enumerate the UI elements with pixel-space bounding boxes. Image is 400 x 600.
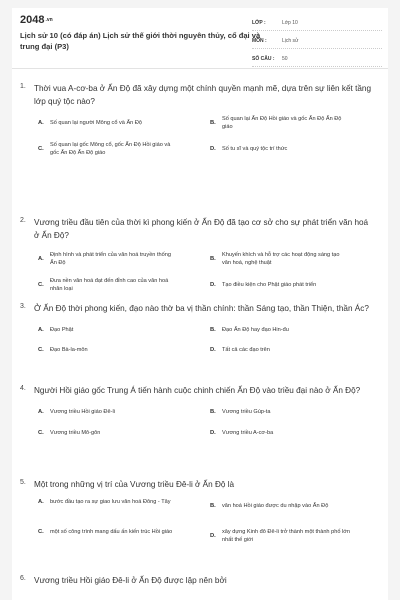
option-letter: A. — [38, 120, 44, 127]
option-text: văn hoá Hồi giáo được du nhập vào Ấn Độ — [222, 503, 329, 510]
option-text: một số công trình mang dấu ấn kiến trúc Hồi giáo — [50, 529, 173, 536]
option-text: Số tu sĩ và quý tộc trí thức — [222, 146, 288, 153]
question-2 — [12, 216, 388, 291]
question-6 — [12, 574, 388, 587]
option-a[interactable] — [38, 326, 176, 334]
option-text: Khuyến khích và hỗ trợ các hoạt động sáng tạo văn hoá, nghệ thuật — [222, 252, 340, 267]
option-c[interactable] — [38, 528, 176, 536]
option-letter: A. — [38, 409, 44, 416]
meta-row-class — [252, 15, 382, 31]
option-c[interactable] — [38, 277, 176, 293]
option-c[interactable] — [38, 141, 176, 157]
option-letter: C. — [38, 430, 44, 437]
question-1 — [12, 82, 388, 157]
option-text: bước đầu tạo ra sự giao lưu văn hoá Đông - Tây — [50, 499, 171, 506]
option-text: Đạo Bà-la-môn — [50, 347, 88, 354]
option-letter: D. — [210, 146, 216, 153]
option-text: Số quan lại gốc Mông cổ, gốc Ấn Độ Hồi giáo và gốc Ấn Độ Ấn Độ giáo — [50, 142, 171, 157]
meta-row-count — [252, 51, 382, 67]
option-text: Số quan lại người Mông cổ và Ấn Độ — [50, 120, 142, 127]
option-b[interactable] — [210, 326, 348, 334]
option-text: Tạo điều kiện cho Phật giáo phát triển — [222, 282, 317, 289]
option-letter: D. — [210, 430, 216, 437]
option-a[interactable] — [38, 251, 176, 267]
worksheet-title: Lịch sử 10 (có đáp án) Lịch sử thế giới thời nguyên thủy, cổ đại và trung đại (P3) — [20, 31, 261, 51]
option-d[interactable] — [210, 346, 348, 354]
option-a[interactable] — [38, 498, 176, 506]
option-b[interactable] — [210, 251, 348, 267]
option-b[interactable] — [210, 408, 348, 416]
option-letter: C. — [38, 347, 44, 354]
option-text: Số quan lại Ấn Độ Hồi giáo và gốc Ấn Độ Ấn Độ giáo — [222, 116, 342, 131]
option-b[interactable] — [210, 115, 348, 131]
option-letter: C. — [38, 282, 44, 289]
meta-label: MÔN : — [252, 37, 267, 44]
option-letter: A. — [38, 499, 44, 506]
option-d[interactable] — [210, 528, 362, 544]
option-letter: A. — [38, 327, 44, 334]
option-letter: B. — [210, 256, 216, 263]
option-text: Vương triều Hồi giáo Đê-li — [50, 409, 115, 416]
question-number: 3. — [20, 303, 26, 310]
meta-label: LỚP : — [252, 19, 266, 26]
question-number: 6. — [20, 575, 26, 582]
option-text: Vương triều Mô-gôn — [50, 430, 101, 437]
option-letter: B. — [210, 503, 216, 510]
question-number: 4. — [20, 385, 26, 392]
worksheet-page — [12, 8, 388, 600]
meta-label: SỐ CÂU : — [252, 55, 275, 62]
option-letter: D. — [210, 533, 216, 540]
option-text: Đưa nền văn hoá đạt đến đỉnh cao của văn hoá nhân loại — [50, 278, 169, 293]
option-c[interactable] — [38, 346, 176, 354]
option-b[interactable] — [210, 502, 382, 510]
option-letter: B. — [210, 409, 216, 416]
question-4 — [12, 384, 388, 440]
question-number: 5. — [20, 479, 26, 486]
option-d[interactable] — [210, 281, 348, 289]
question-number: 2. — [20, 217, 26, 224]
option-letter: D. — [210, 347, 216, 354]
option-text: Tất cả các đạo trên — [222, 347, 270, 354]
option-letter: B. — [210, 327, 216, 334]
question-text: Người Hồi giáo gốc Trung Á tiến hành cuộc chinh chiến Ấn Độ vào triều đại nào ở Ấn Độ? — [34, 386, 361, 395]
question-text: Một trong những vị trí của Vương triều Đê-li ở Ấn Độ là — [34, 480, 235, 489]
option-text: xây dựng Kinh đô Đê-li trở thành một thành phố lớn nhất thế giới — [222, 529, 351, 544]
option-d[interactable] — [210, 429, 348, 437]
option-d[interactable] — [210, 145, 348, 153]
question-number: 1. — [20, 83, 26, 90]
option-letter: C. — [38, 146, 44, 153]
option-text: Định hình và phát triển của văn hoá truyền thống Ấn Độ — [50, 252, 171, 267]
worksheet-header — [12, 8, 388, 69]
question-5 — [12, 478, 388, 556]
option-a[interactable] — [38, 119, 176, 127]
option-a[interactable] — [38, 408, 176, 416]
worksheet-meta — [252, 15, 382, 69]
question-3 — [12, 302, 388, 358]
meta-value: Lớp 10 — [282, 19, 298, 26]
meta-row-subject — [252, 33, 382, 49]
option-letter: B. — [210, 120, 216, 127]
meta-value: 50 — [282, 55, 288, 62]
question-text: Ở Ấn Độ thời phong kiến, đạo nào thờ ba vị thần chính: thần Sáng tạo, thần Thiện, thần Ác? — [34, 304, 369, 313]
site-logo[interactable]: 2048.vn — [20, 14, 53, 26]
option-text: Đạo Phật — [50, 327, 74, 334]
option-text: Đạo Ấn Độ hay đạo Hin-đu — [222, 327, 289, 334]
question-text: Vương triều Hồi giáo Đê-li ở Ấn Độ được lập nên bởi — [34, 576, 227, 585]
question-text: Vương triều đầu tiên của thời kì phong kiến ở Ấn Độ đã tạo cơ sở cho sự phát triển văn hoá ở Ấn Độ? — [34, 218, 369, 241]
option-text: Vương triều Gúp-ta — [222, 409, 271, 416]
option-text: Vương triều A-cơ-ba — [222, 430, 274, 437]
option-c[interactable] — [38, 429, 176, 437]
option-letter: C. — [38, 529, 44, 536]
meta-value: Lịch sử — [282, 37, 299, 44]
question-text: Thời vua A-cơ-ba ở Ấn Độ đã xây dựng một chính quyền mạnh mẽ, dựa trên sự liên kết tầng lớp quý tộc nào? — [34, 84, 372, 107]
option-letter: D. — [210, 282, 216, 289]
option-letter: A. — [38, 256, 44, 263]
